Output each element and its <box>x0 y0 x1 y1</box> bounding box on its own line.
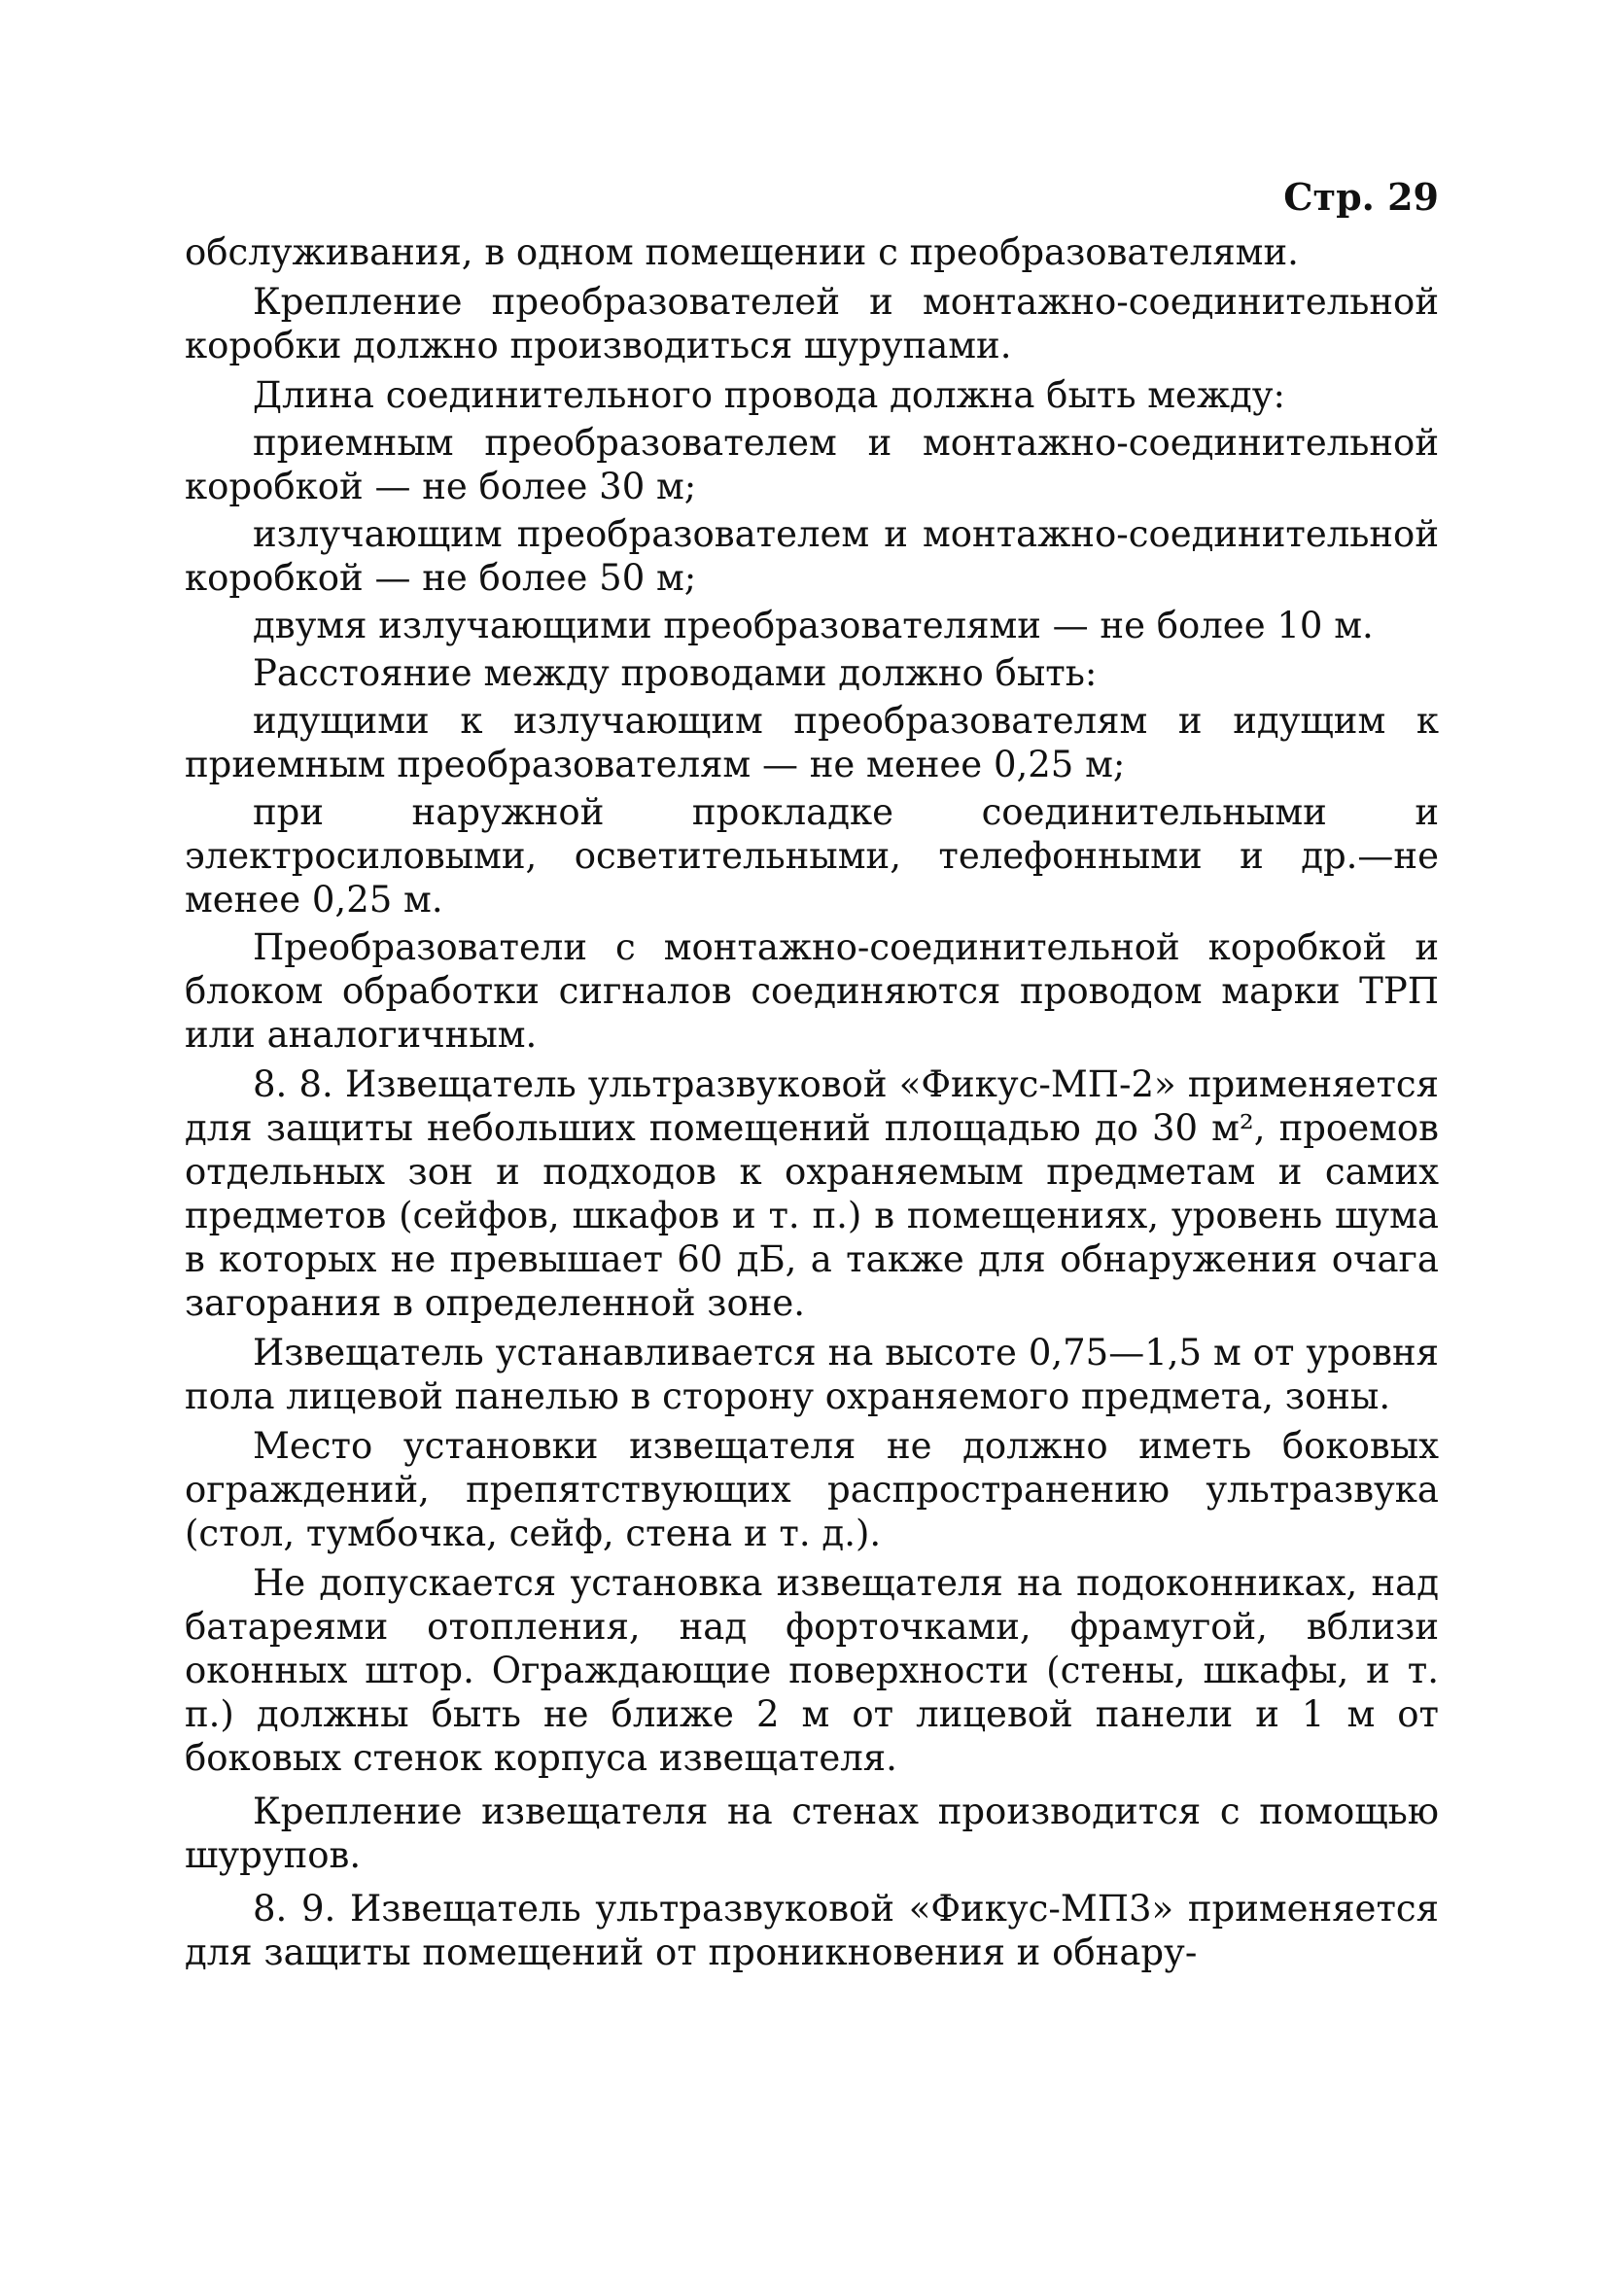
paragraph-wall-mounting: Крепление извещателя на стенах производится с помощью шурупов. <box>185 1791 1439 1876</box>
paragraph-wire-length-receiver: приемным преобразователем и монтажно-соединительной коробкой — не более 30 м; <box>185 422 1439 507</box>
paragraph-wire-distance-outdoor: при наружной прокладке соединительными и электросиловыми, осветительными, телефонными и др.—не менее 0,25 м. <box>185 791 1439 921</box>
paragraph-installation-height: Извещатель устанавливается на высоте 0,75—1,5 м от уровня пола лицевой панелью в сторону охраняемого предмета, зоны. <box>185 1332 1439 1417</box>
paragraph-connection-wire: Преобразователи с монтажно-соединительной коробкой и блоком обработки сигналов соединяются проводом марки ТРП или аналогичным. <box>185 926 1439 1056</box>
paragraph-wire-distance-heading: Расстояние между проводами должно быть: <box>253 652 1098 694</box>
paragraph-mounting: Крепление преобразователей и монтажно-соединительной коробки должно производиться шурупами. <box>185 281 1439 366</box>
paragraph-continuation: обслуживания, в одном помещении с преобразователями. <box>185 231 1299 273</box>
paragraph-installation-restrictions: Не допускается установка извещателя на подоконниках, над батареями отопления, над форточками, фрамугой, вблизи оконных штор. Ограждающие поверхности (стены, шкафы, и т. п.) должны быть не ближе 2 м от лицевой панели и 1 м от боковых стенок корпуса извещателя. <box>185 1562 1439 1779</box>
paragraph-wire-distance-emitters: идущими к излучающим преобразователям и идущим к приемным преобразователям — не менее 0,25 м; <box>185 700 1439 785</box>
document-page <box>185 175 1439 1980</box>
paragraph-section-8-9: 8. 9. Извещатель ультразвуковой «Фикус-МП3» применяется для защиты помещений от проникновения и обнару- <box>185 1888 1439 1973</box>
paragraph-installation-place: Место установки извещателя не должно иметь боковых ограждений, препятствующих распространению ультразвука (стол, тумбочка, сейф, стена и т. д.). <box>185 1425 1439 1554</box>
paragraph-section-8-8: 8. 8. Извещатель ультразвуковой «Фикус-МП-2» применяется для защиты небольших помещений площадью до 30 м², проемов отдельных зон и подходов к охраняемым предметам и самих предметов (сейфов, шкафов и т. п.) в помещениях, уровень шума в которых не превышает 60 дБ, а также для обнаружения очага загорания в определенной зоне. <box>185 1063 1439 1324</box>
paragraph-wire-length-two-emitters: двумя излучающими преобразователями — не более 10 м. <box>253 605 1374 646</box>
page-number: Стр. 29 <box>1283 175 1439 219</box>
paragraph-wire-length-emitter: излучающим преобразователем и монтажно-соединительной коробкой — не более 50 м; <box>185 513 1439 599</box>
paragraph-wire-length-heading: Длина соединительного провода должна быть между: <box>253 374 1285 416</box>
